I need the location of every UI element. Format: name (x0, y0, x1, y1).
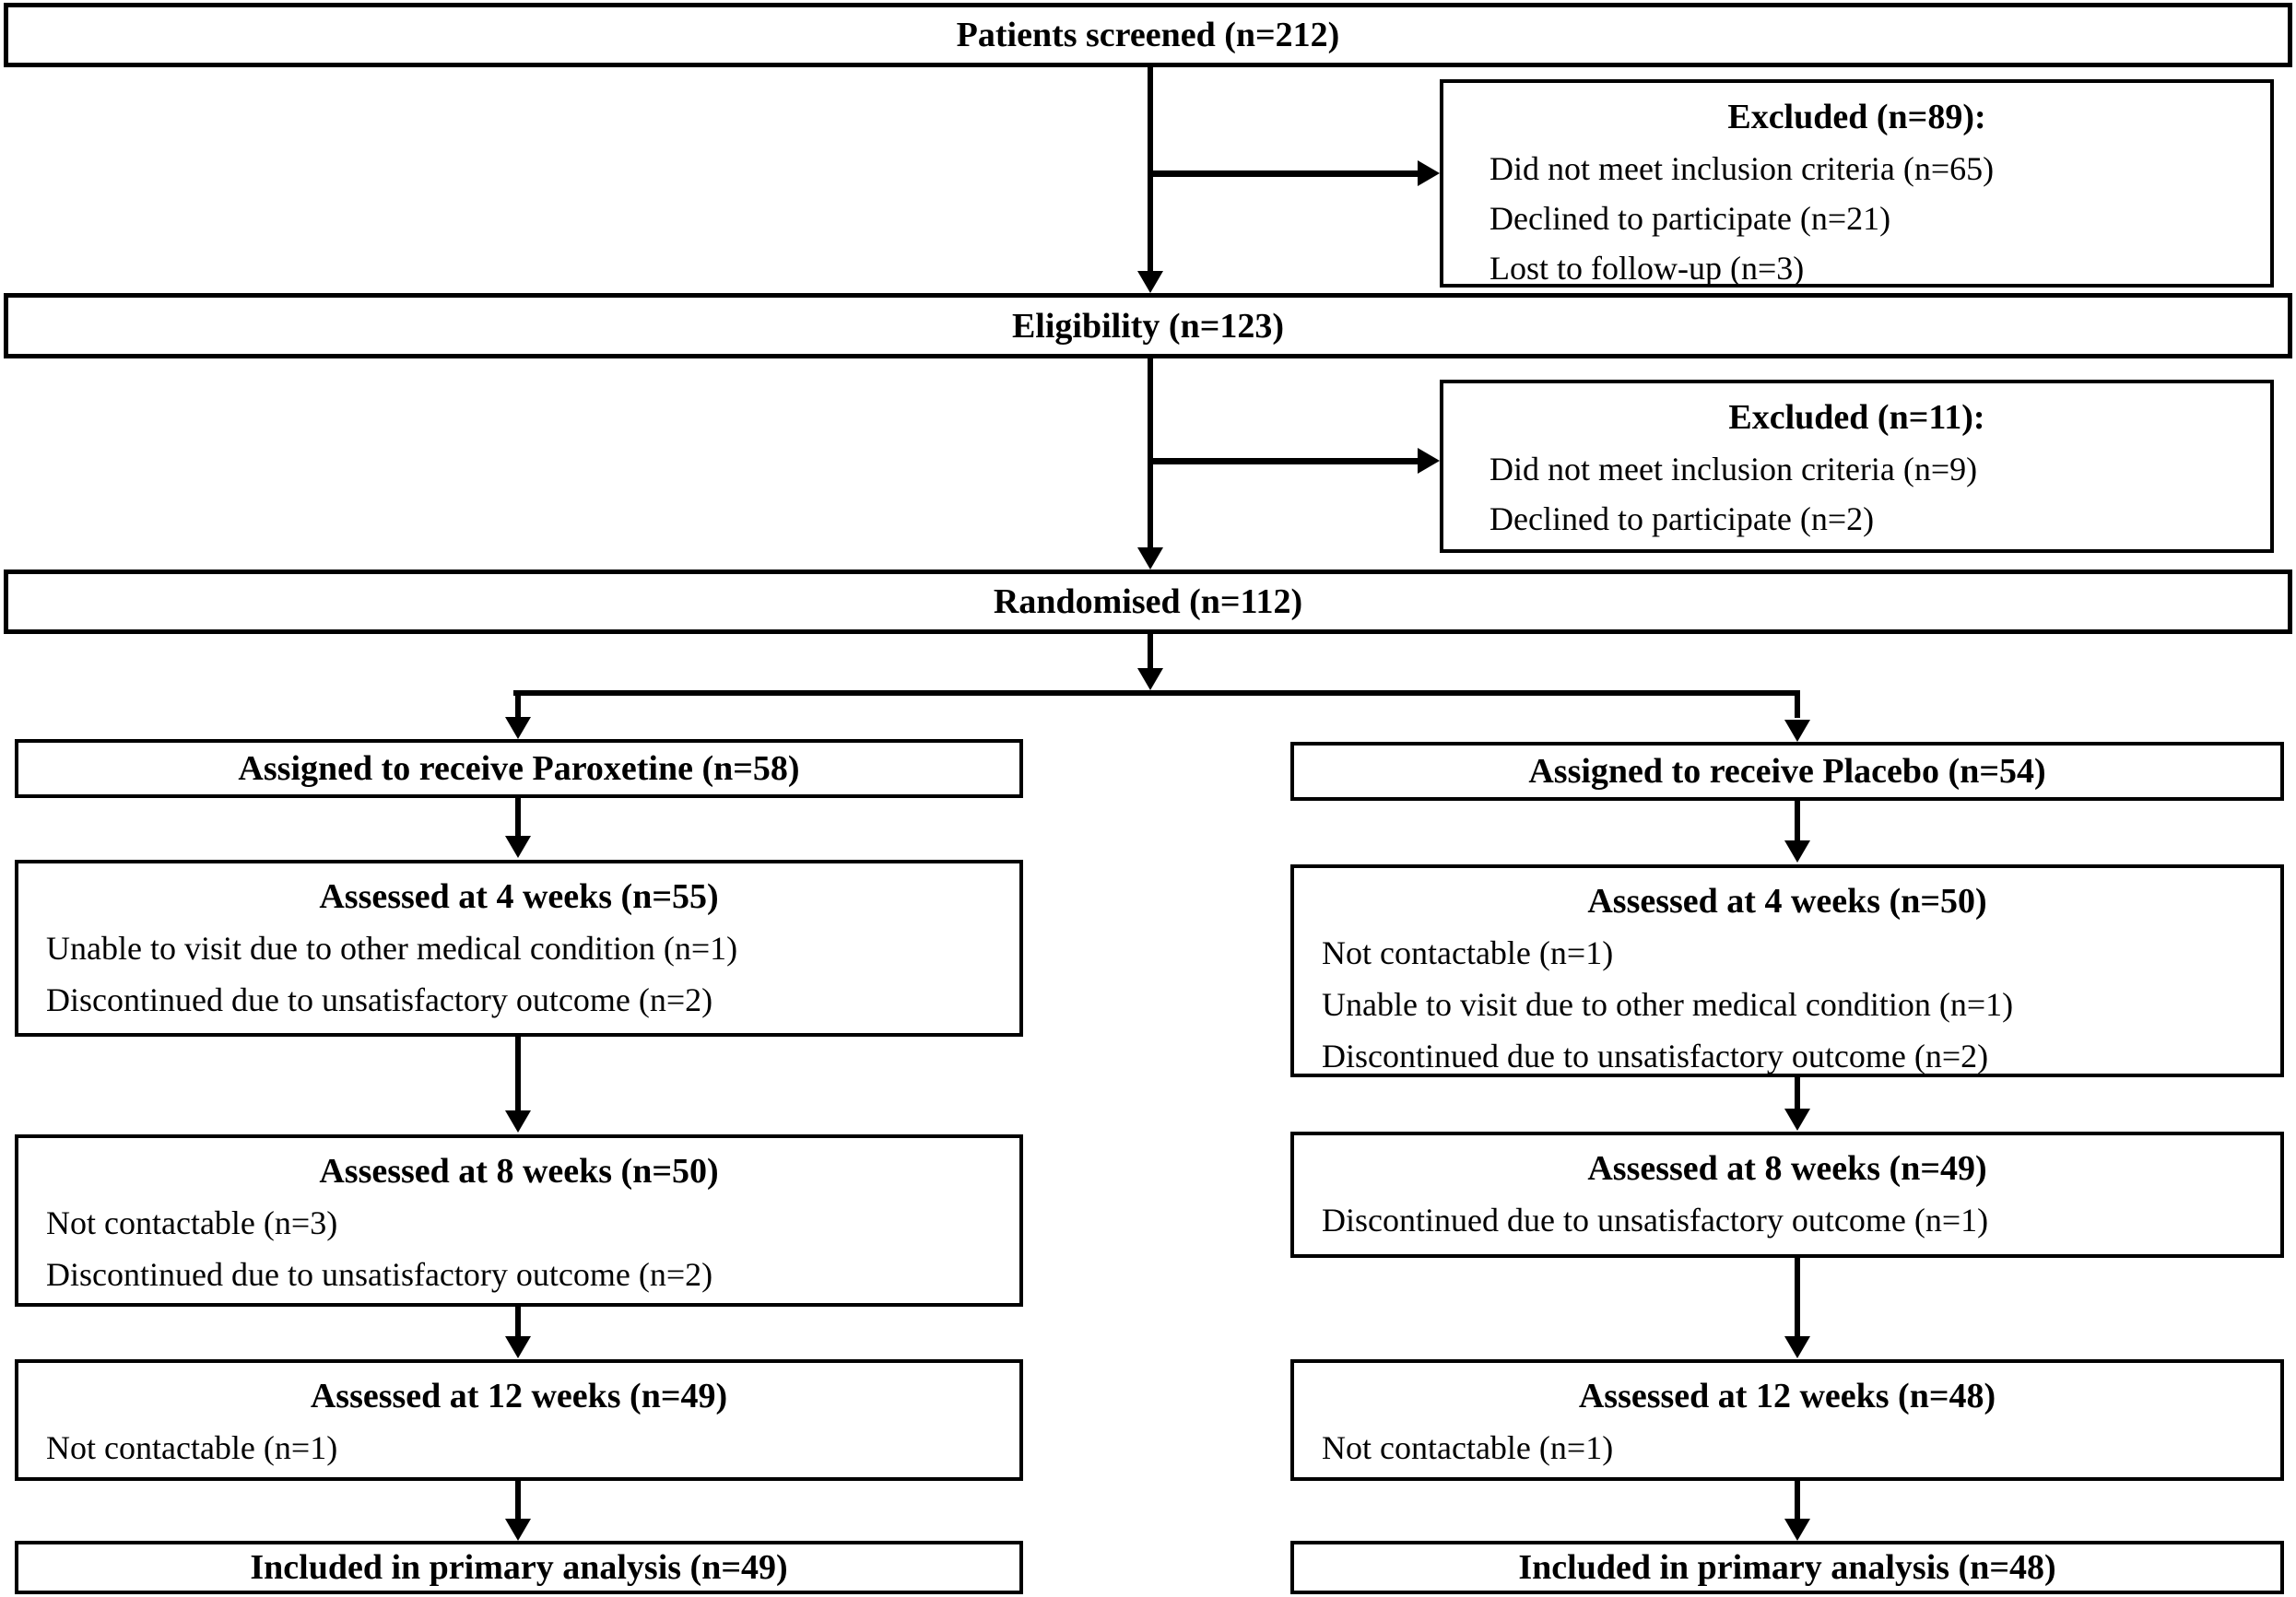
excluded-2-box (1440, 380, 2274, 553)
excluded-2-title: Excluded (n=11): (1728, 398, 1985, 437)
paroxetine-included-box (15, 1541, 1023, 1594)
placebo-week8-title: Assessed at 8 weeks (n=49) (1587, 1149, 1987, 1188)
paroxetine-week8-title: Assessed at 8 weeks (n=50) (319, 1152, 719, 1191)
connector-split-placebo (1795, 696, 1800, 718)
screened-label: Patients screened (n=212) (956, 16, 1340, 54)
excluded-1-item: Did not meet inclusion criteria (n=65) (1489, 150, 1995, 187)
arrowhead-into-placebo-week8 (1784, 1109, 1810, 1131)
arrowhead-into-excluded-2 (1418, 448, 1440, 474)
connector-paroxetine-week4-week8 (515, 1037, 521, 1110)
paroxetine-week12-item: Not contactable (n=1) (46, 1429, 338, 1466)
placebo-assigned-label: Assigned to receive Placebo (n=54) (1528, 752, 2046, 791)
paroxetine-week4-item: Discontinued due to unsatisfactory outcome (n=2) (46, 981, 713, 1018)
placebo-week12-item: Not contactable (n=1) (1322, 1429, 1614, 1466)
excluded-1-item: Declined to participate (n=21) (1489, 200, 1891, 237)
paroxetine-included-label: Included in primary analysis (n=49) (250, 1548, 788, 1587)
connector-paroxetine-assigned-week4 (515, 798, 521, 837)
arrowhead-into-placebo-week12 (1784, 1336, 1810, 1358)
paroxetine-week8-box (15, 1134, 1023, 1307)
arrowhead-into-paroxetine-week12 (505, 1336, 531, 1358)
connector-placebo-assigned-week4 (1795, 801, 1800, 841)
connector-screened-eligibility (1148, 67, 1153, 272)
placebo-assigned-box (1290, 742, 2284, 801)
connector-placebo-week12-included (1795, 1481, 1800, 1520)
connector-eligibility-randomised (1148, 358, 1153, 547)
connector-paroxetine-week12-included (515, 1481, 521, 1520)
arrowhead-into-paroxetine-week8 (505, 1110, 531, 1133)
paroxetine-week8-item: Not contactable (n=3) (46, 1204, 338, 1241)
arrowhead-into-placebo-included (1784, 1519, 1810, 1541)
arrowhead-into-paroxetine-week4 (505, 836, 531, 858)
paroxetine-assigned-label: Assigned to receive Paroxetine (n=58) (238, 749, 800, 788)
arrowhead-into-paroxetine-assigned (505, 717, 531, 739)
connector-branch-excluded-2 (1150, 458, 1418, 464)
excluded-1-item: Lost to follow-up (n=3) (1489, 250, 1805, 287)
screened-box (4, 3, 2292, 67)
split-line (513, 690, 1800, 696)
placebo-week12-box (1290, 1359, 2284, 1481)
arrowhead-into-placebo-assigned (1784, 720, 1810, 742)
arrowhead-into-paroxetine-included (505, 1519, 531, 1541)
connector-randomised-split (1148, 634, 1153, 671)
connector-split-paroxetine (515, 696, 521, 718)
eligibility-label: Eligibility (n=123) (1011, 306, 1285, 346)
placebo-included-label: Included in primary analysis (n=48) (1518, 1548, 2056, 1587)
paroxetine-week12-box (15, 1359, 1023, 1481)
connector-paroxetine-week8-week12 (515, 1307, 521, 1337)
paroxetine-week4-item: Unable to visit due to other medical condition (n=1) (46, 930, 738, 967)
placebo-week4-item: Discontinued due to unsatisfactory outcome (n=2) (1322, 1038, 1989, 1074)
placebo-week8-item: Discontinued due to unsatisfactory outcome (n=1) (1322, 1202, 1989, 1239)
arrowhead-into-excluded-1 (1418, 160, 1440, 186)
excluded-1-box (1440, 79, 2274, 288)
excluded-2-item: Declined to participate (n=2) (1489, 500, 1875, 537)
connector-placebo-week8-week12 (1795, 1258, 1800, 1337)
randomised-box (4, 570, 2292, 634)
paroxetine-assigned-box (15, 739, 1023, 798)
paroxetine-week8-item: Discontinued due to unsatisfactory outcome (n=2) (46, 1256, 713, 1293)
arrowhead-into-split (1137, 668, 1163, 690)
randomised-label: Randomised (n=112) (993, 582, 1303, 621)
placebo-week4-item: Not contactable (n=1) (1322, 934, 1614, 971)
placebo-week4-item: Unable to visit due to other medical condition (n=1) (1322, 986, 2014, 1023)
arrowhead-into-randomised (1137, 547, 1163, 570)
placebo-included-box (1290, 1541, 2284, 1594)
placebo-week12-title: Assessed at 12 weeks (n=48) (1578, 1377, 1996, 1415)
excluded-1-title: Excluded (n=89): (1727, 98, 1986, 136)
paroxetine-week4-box (15, 860, 1023, 1037)
placebo-week4-title: Assessed at 4 weeks (n=50) (1587, 882, 1987, 921)
connector-placebo-week4-week8 (1795, 1077, 1800, 1110)
arrowhead-into-placebo-week4 (1784, 840, 1810, 863)
eligibility-box (4, 293, 2292, 358)
connector-branch-excluded-1 (1150, 170, 1418, 177)
paroxetine-week4-title: Assessed at 4 weeks (n=55) (319, 877, 719, 916)
paroxetine-week12-title: Assessed at 12 weeks (n=49) (310, 1377, 728, 1415)
placebo-week8-box (1290, 1132, 2284, 1258)
arrowhead-into-eligibility (1137, 271, 1163, 293)
placebo-week4-box (1290, 864, 2284, 1077)
excluded-2-item: Did not meet inclusion criteria (n=9) (1489, 451, 1978, 487)
